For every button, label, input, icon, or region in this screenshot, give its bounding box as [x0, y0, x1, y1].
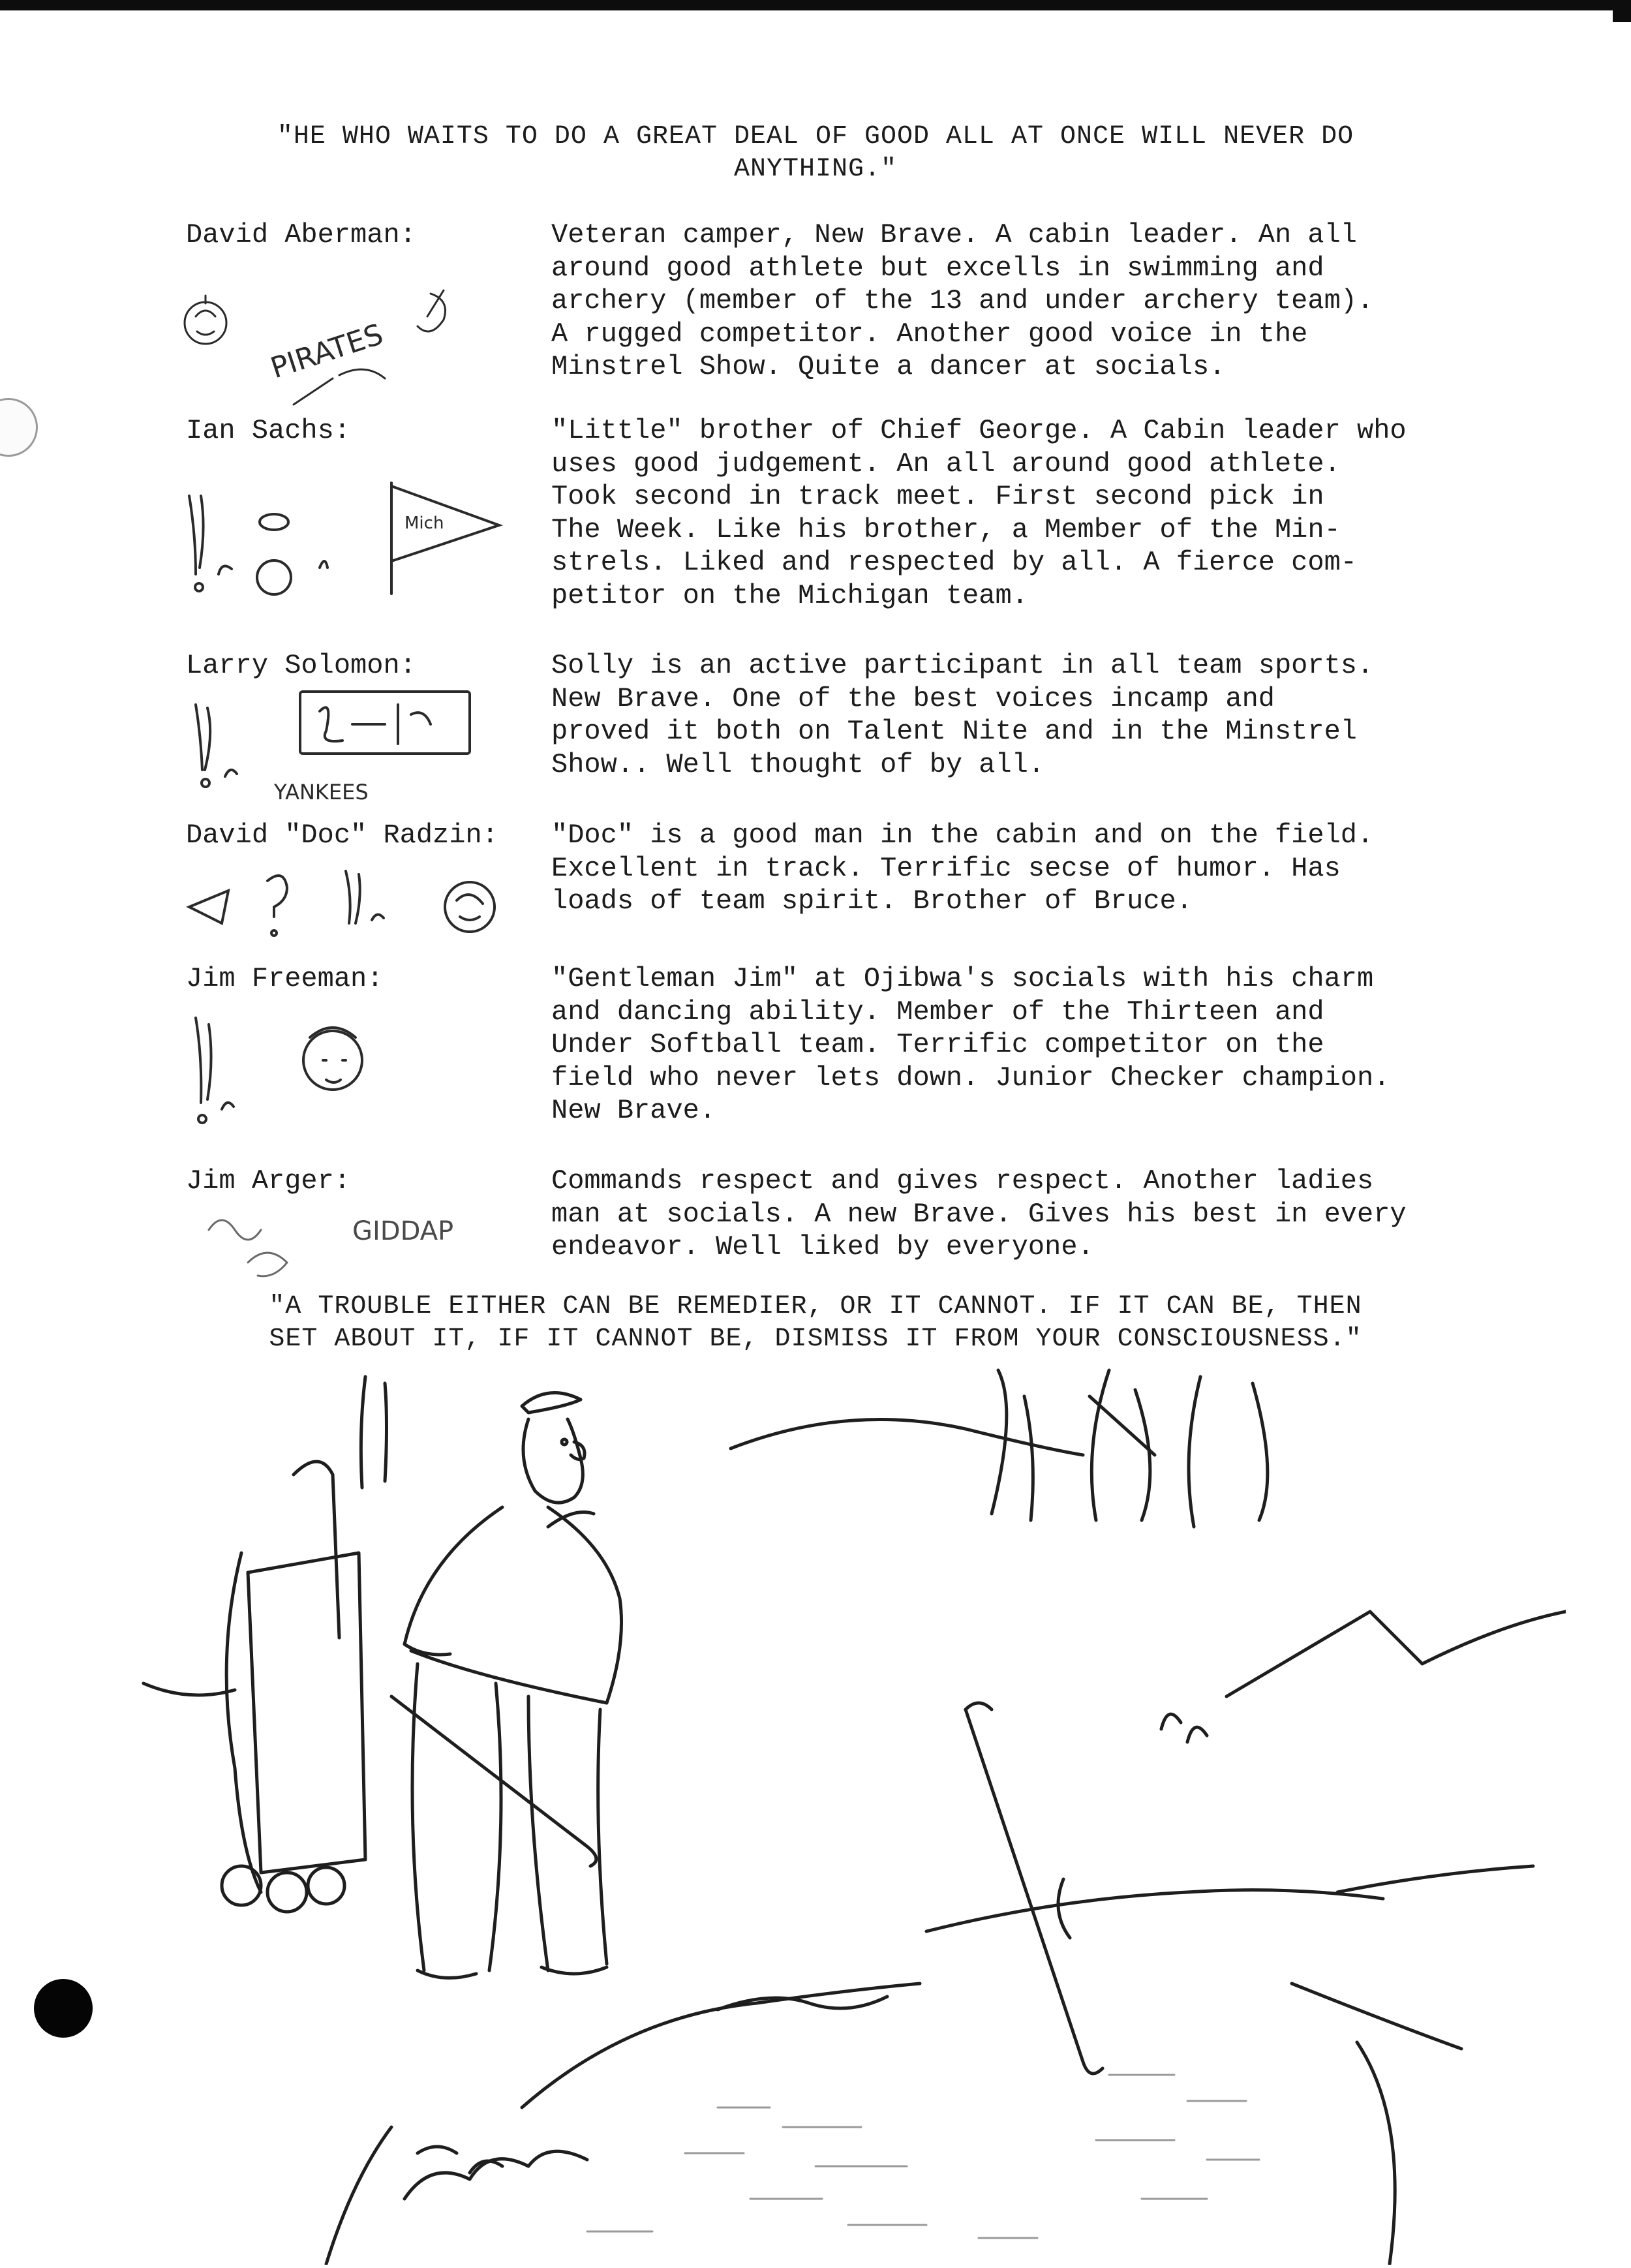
autograph-text: Mich [404, 513, 444, 533]
camper-description: Solly is an active participant in all team sports. New Brave. One of the best voices incamp and proved it both on Talent Nite and in the Minstrel Show.. Well thought of by all. [551, 650, 1374, 780]
autograph-text: PIRATES [266, 318, 388, 386]
autograph-sachs [170, 457, 535, 613]
camper-name: David Aberman: [186, 219, 416, 251]
autograph-radzin [170, 855, 535, 946]
autograph-text: GIDDAP [352, 1216, 454, 1246]
corner-mark [1613, 0, 1631, 22]
camper-description: Commands respect and gives respect. Another ladies man at socials. A new Brave. Gives his best in every endeavor. Well liked by everyone. [551, 1165, 1407, 1263]
golfer-cartoon [130, 1357, 1566, 2265]
top-quote: "HE WHO WAITS TO DO A GREAT DEAL OF GOOD ALL AT ONCE WILL NEVER DO ANYTHING." [277, 122, 1354, 184]
camper-description: "Little" brother of Chief George. A Cabin leader who uses good judgement. An all around good athlete. Took second in track meet. First second pick in The Week. Like his brother, a Member of the Min- strels. Liked and respected by all. A fierce com- petitor on the Michigan team. [551, 415, 1407, 611]
camper-name: Jim Freeman: [186, 963, 384, 994]
camper-name: Larry Solomon: [186, 650, 416, 681]
camper-name: Jim Arger: [186, 1165, 351, 1197]
camper-name: Ian Sachs: [186, 415, 351, 446]
autograph-aberman [170, 281, 535, 411]
camper-name: David "Doc" Radzin: [186, 820, 498, 851]
top-edge-bar [0, 0, 1631, 10]
camper-description: "Gentleman Jim" at Ojibwa's socials with his charm and dancing ability. Member of the Thirteen and Under Softball team. Terrific competitor on the field who never lets down. Junior Checker champion. New Brave. [551, 963, 1390, 1126]
camper-description: "Doc" is a good man in the cabin and on the field. Excellent in track. Terrific secse of humor. Has loads of team spirit. Brother of Bruce. [551, 820, 1374, 917]
autograph-freeman [170, 998, 535, 1142]
autograph-text: YANKEES [274, 780, 369, 805]
punch-hole-bottom [34, 1979, 93, 2038]
autograph-solomon [170, 685, 535, 809]
bottom-quote: "A TROUBLE EITHER CAN BE REMEDIER, OR IT CANNOT. IF IT CAN BE, THEN SET ABOUT IT, IF IT CANNOT BE, DISMISS IT FROM YOUR CONSCIOUSNESS." [269, 1292, 1362, 1354]
punch-hole-top [0, 398, 38, 457]
camper-description: Veteran camper, New Brave. A cabin leader. An all around good athlete but excells in swimming and archery (member of the 13 and under archery team). A rugged competitor. Another good voice in the Minstrel Show. Quite a dancer at socials. [551, 219, 1374, 382]
autograph-arger [170, 1191, 535, 1289]
